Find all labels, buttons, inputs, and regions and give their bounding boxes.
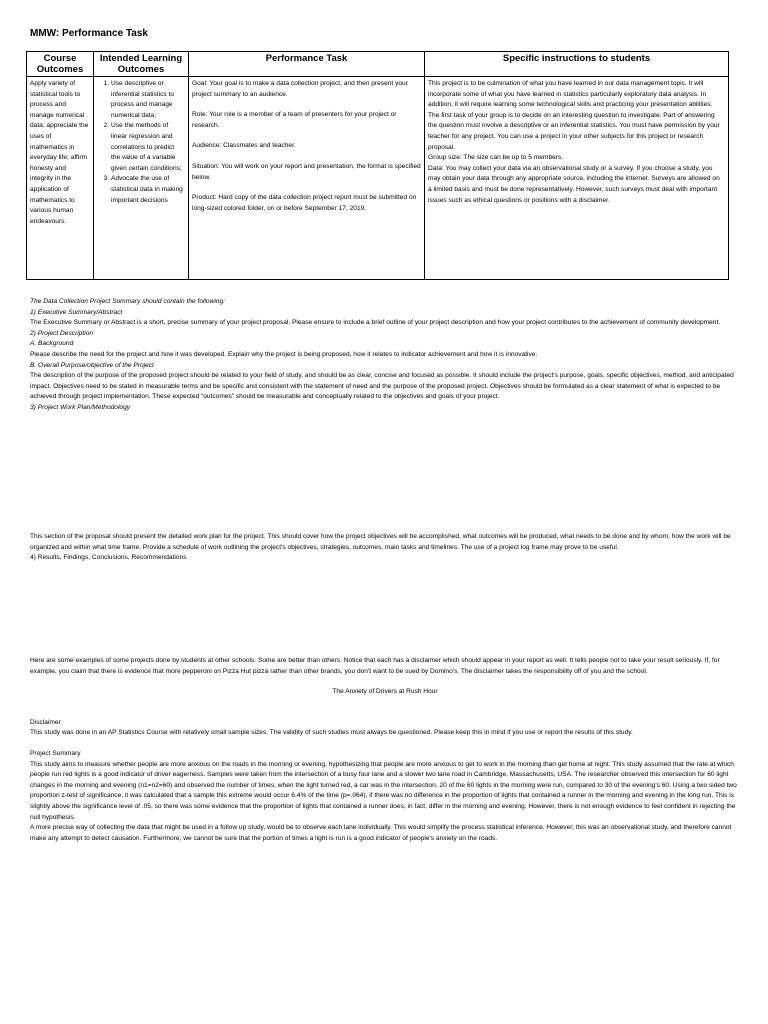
section-heading: 2) Project Description [30, 329, 94, 337]
summary-heading: The Data Collection Project Summary should contain the following: [30, 298, 225, 305]
performance-task-cell [189, 77, 425, 280]
table-header-row [27, 52, 729, 77]
header-specific-instructions: Specific instructions to students [425, 52, 729, 77]
instruction-paragraph: This project is to be culmination of what you have learned in our data management topic. It will incorporate some of what you have learned in statistics particularly exploratory data analysis. In addition, it will require learning some technological skills and practicing your presentation abilities. [428, 80, 713, 109]
project-summary-label: Project Summary [30, 749, 81, 757]
task-situation: Situation: You will work on your report and presentation, the format is specified below. [192, 162, 421, 181]
work-plan-section [30, 532, 740, 564]
instructions-cell [425, 77, 729, 280]
section-heading: 4) Results, Findings, Conclusions, Recommendations [30, 554, 187, 562]
task-audience: Audience: Classmates and teacher. [192, 142, 296, 150]
course-outcomes-cell: Apply variety of statistical tools to process and manage numerical data; appreciate the uses of mathematics in everyday life; affirm honesty and integrity in the application of mathematics to various human endeavours. [27, 77, 94, 280]
examples-section [30, 656, 740, 844]
ilo-item: 3. Advocate the use of statistical data in making important decisions [111, 174, 185, 206]
task-goal: Goal: Your goal is to make a data collection project, and then present your project summary to an audience. [192, 80, 408, 98]
section-text: Please describe the need for the project and how it was developed. Explain why the project is being proposed, how it relates to indicator achievement and how it is innovative. [30, 350, 538, 358]
section-text: The Executive Summary or Abstract is a short, precise summary of your project proposal. Please ensure to include a brief outline of your project description and how your project contributes to the achievement of community development. [30, 319, 721, 327]
header-performance-task: Performance Task [189, 52, 425, 77]
ilo-cell [94, 77, 189, 280]
performance-task-table [26, 51, 729, 280]
instruction-paragraph: The first task of your group is to decide on an interesting question to investigate. Part of answering the question must involve a descriptive or an inferential statistics. You must have permission by your teacher for any project. You can use a project in your other subjects for this project or research proposal. [428, 111, 720, 151]
section-heading: B. Overall Purpose/objective of the Project [30, 361, 154, 369]
header-course-outcomes: Course Outcomes [27, 52, 94, 77]
disclaimer-label: Disclaimer [30, 718, 61, 726]
section-text: The description of the purpose of the proposed project should be related to your field of study, and should be as clear, concise and focused as possible. It should include the project's purpose, goals, specific objectives, method, and anticipated impact. Objectives need to be stated in measurable terms and be specific and consistent with the statement of need and the purpose of the proposed project. Objectives should be formulated as a clear statement of what is expected to be achieved through project implementation. These expected “outcomes” should be measurable and conceptually related to the objectives and goals of your project. [30, 372, 734, 401]
instruction-paragraph: Data: You may collect your data via an observational study or a survey. If you choose a study, you may obtain your data through any appropriate source, including the internet. Surveys are allowed on a limited basis and must be done representatively. However, such surveys must deal with important issues such as ethical questions or positions with a disclaimer. [428, 164, 720, 204]
section-heading: A. Background [30, 340, 74, 348]
examples-intro: Here are some examples of some projects done by students at other schools. Some are better than others. Notice that each has a disclaimer which should appear in your report as well. It tells people not to take your result seriously. If, for example, you claim that there is evidence that more pepperoni on Pizza Hut pizza rather than other brands, you don't want to be sued by Domino's. The disclaimer takes the responsibility off of you and the school. [30, 657, 720, 675]
document-title: MMW: Performance Task [30, 28, 148, 39]
ilo-item: 2. Use the methods of linear regression and correlations to predict the value of a variable given certain conditions; [111, 121, 185, 174]
task-role: Role: Your role is a member of a team of presenters for your project or research. [192, 111, 397, 129]
section-heading: 3) Project Work Plan/Methodology [30, 403, 131, 411]
ilo-item: 1. Use descriptive or inferential statistics to process and manage numerical data; [111, 79, 185, 121]
ilo-list [97, 79, 185, 206]
project-summary-text: A more precise way of collecting the data that might be used in a follow up study, would be to observe each lane individually. This would simplify the process statistical inference. However, this was an observational study, and therefore cannot make any attempt to detect causation. Furthermore, we cannot be sure that the portion of times a light is run is a good indicator of people's anxiety on the roads. [30, 824, 732, 842]
table-row [27, 77, 729, 280]
instruction-paragraph: Group size: The size can be up to 5 members. [428, 154, 564, 162]
header-intended-learning-outcomes: Intended Learning Outcomes [94, 52, 189, 77]
task-product: Product: Hard copy of the data collection project report must be submitted on long-sized colored folder, on or before September 17, 2019. [192, 194, 417, 212]
project-summary-text: This study aims to measure whether people are more anxious on the roads in the morning or evening, hypothesizing that people are more anxious to get to work in the morning than get home at night. This study assumed that the rate at which people run red lights is a good indicator of driver eagerness. Samples were taken from the intersection of a busy four lane and a slower two lane road in Cambridge, Massachusetts, USA. The researcher observed this intersection for 60 light changes in the morning and evening (n1=n2=60) and observed the number of times, when the light turned red, a car was in the intersection. 20 of the 60 lights in the morning were run, compared to 30 of the evening's 60. Using a two sided two proportion z-test of significance, it was calculated that a sample this extreme would occur 6.4% of the time (p=.064), if there was no difference in the proportion of lights that contained a runner in the morning and evening in the long run. This is slightly above the significance level of .05, so there was some evidence that the proportion of lights that contained a runner does, in fact, differ in the morning and evening. However, there is not enough evidence to feel confident in rejecting the null hypothesis. [30, 760, 737, 821]
section-heading: 1) Executive Summary/Abstract [30, 308, 123, 316]
disclaimer-text: This study was done in an AP Statistics Course with relatively small sample sizes. The validity of such studies must always be questioned. Please keep this in mind if you use or report the results of this study. [30, 729, 633, 737]
summary-section [30, 297, 740, 414]
example-project-title: The Anxiety of Drivers at Rush Hour [332, 688, 438, 696]
section-text: This section of the proposal should present the detailed work plan for the project. This should cover how the project objectives will be accomplished, what outcomes will be produced, what needs to be done and by whom, how the work will be organized and within what time frame. Provide a schedule of work outlining the project's objectives, strategies, outcomes, main tasks and timelines. The use of a project log frame may prove to be useful. [30, 533, 731, 551]
